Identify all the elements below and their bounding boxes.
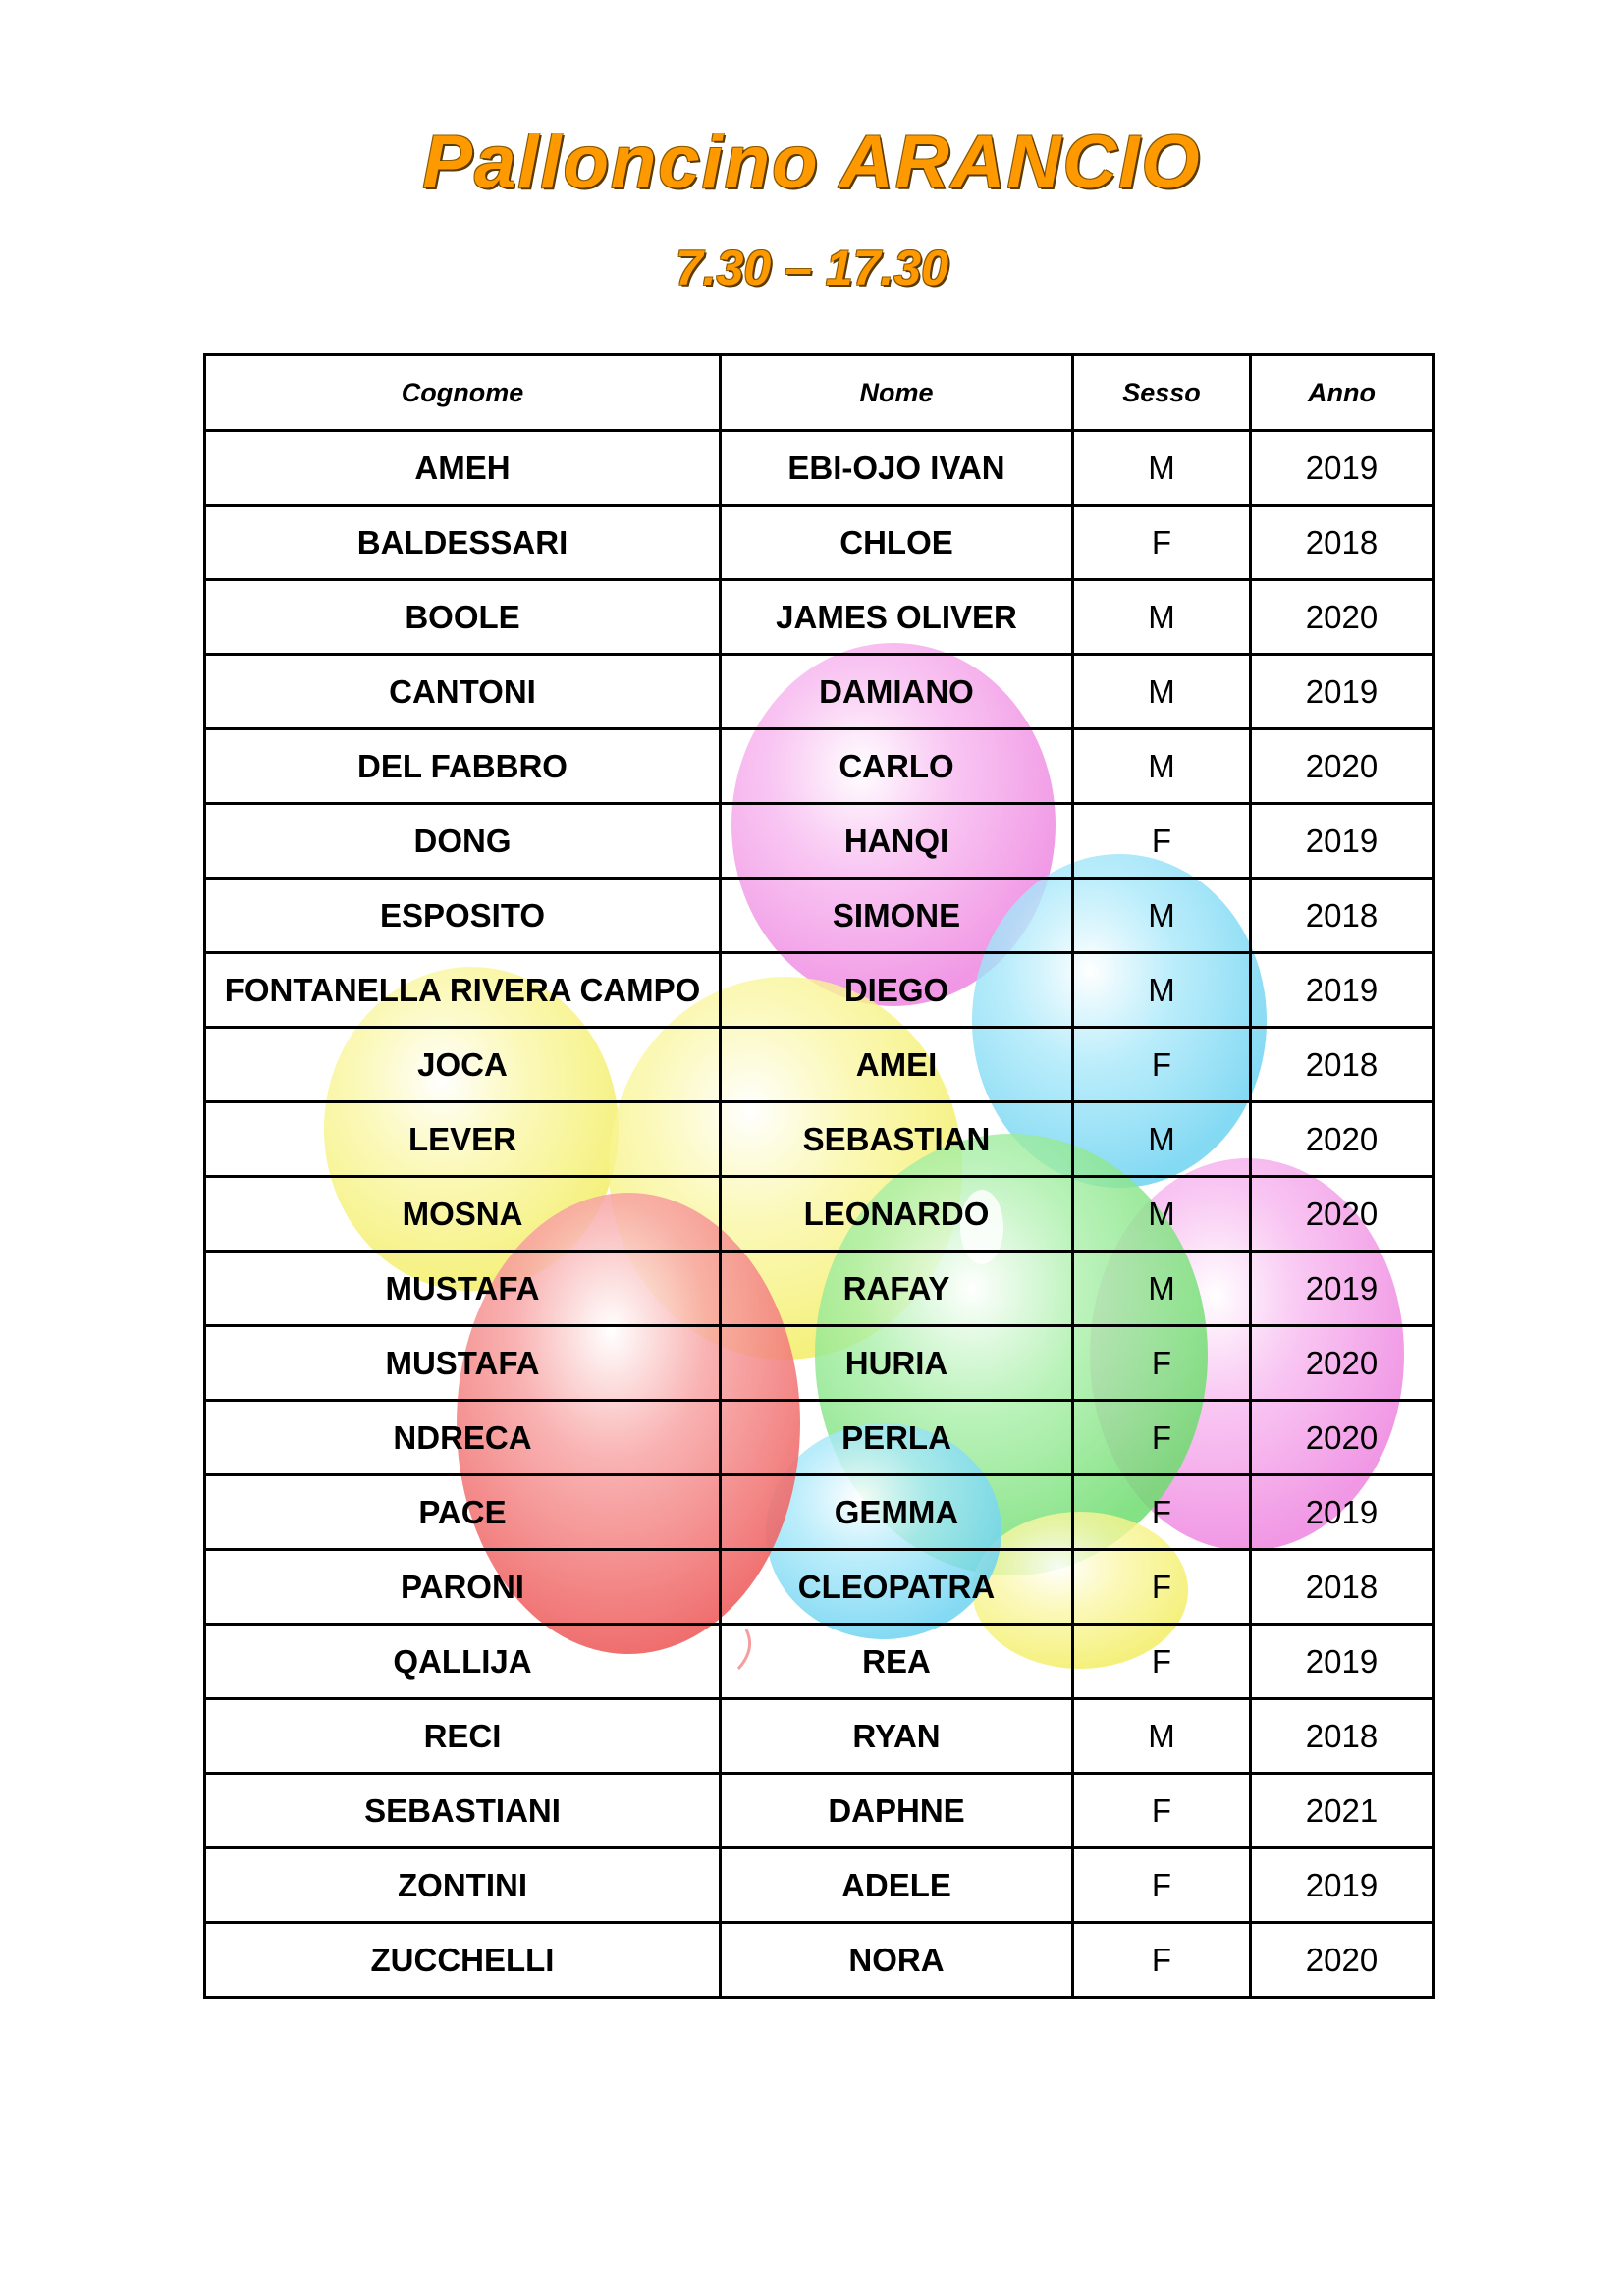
table-row xyxy=(205,506,1434,580)
table-row xyxy=(205,1326,1434,1401)
cell-nome: SEBASTIAN xyxy=(721,1102,1073,1177)
cell-anno: 2020 xyxy=(1251,580,1434,655)
cell-anno: 2020 xyxy=(1251,1401,1434,1475)
cell-anno: 2018 xyxy=(1251,1028,1434,1102)
cell-anno: 2020 xyxy=(1251,1326,1434,1401)
cell-nome: CLEOPATRA xyxy=(721,1550,1073,1625)
cell-anno: 2019 xyxy=(1251,655,1434,729)
cell-cognome: FONTANELLA RIVERA CAMPO xyxy=(205,953,721,1028)
cell-sesso: M xyxy=(1073,1102,1251,1177)
cell-nome: JAMES OLIVER xyxy=(721,580,1073,655)
cell-cognome: DONG xyxy=(205,804,721,879)
cell-sesso: F xyxy=(1073,1475,1251,1550)
cell-sesso: F xyxy=(1073,1774,1251,1848)
cell-anno: 2019 xyxy=(1251,1252,1434,1326)
cell-nome: AMEI xyxy=(721,1028,1073,1102)
cell-cognome: MUSTAFA xyxy=(205,1252,721,1326)
cell-sesso: F xyxy=(1073,1923,1251,1998)
cell-cognome: RECI xyxy=(205,1699,721,1774)
cell-cognome: BALDESSARI xyxy=(205,506,721,580)
cell-sesso: M xyxy=(1073,1252,1251,1326)
cell-cognome: BOOLE xyxy=(205,580,721,655)
cell-cognome: NDRECA xyxy=(205,1401,721,1475)
cell-sesso: M xyxy=(1073,953,1251,1028)
cell-cognome: CANTONI xyxy=(205,655,721,729)
column-header-nome: Nome xyxy=(721,355,1073,431)
cell-cognome: PARONI xyxy=(205,1550,721,1625)
cell-cognome: ESPOSITO xyxy=(205,879,721,953)
cell-anno: 2018 xyxy=(1251,1550,1434,1625)
cell-anno: 2018 xyxy=(1251,1699,1434,1774)
cell-sesso: F xyxy=(1073,804,1251,879)
cell-nome: DAPHNE xyxy=(721,1774,1073,1848)
cell-sesso: M xyxy=(1073,1177,1251,1252)
cell-nome: GEMMA xyxy=(721,1475,1073,1550)
table-row xyxy=(205,1102,1434,1177)
cell-anno: 2021 xyxy=(1251,1774,1434,1848)
cell-cognome: ZUCCHELLI xyxy=(205,1923,721,1998)
table-row xyxy=(205,1625,1434,1699)
cell-nome: DIEGO xyxy=(721,953,1073,1028)
cell-cognome: SEBASTIANI xyxy=(205,1774,721,1848)
cell-cognome: AMEH xyxy=(205,431,721,506)
cell-sesso: F xyxy=(1073,1028,1251,1102)
column-header-cognome: Cognome xyxy=(205,355,721,431)
cell-sesso: M xyxy=(1073,729,1251,804)
cell-sesso: F xyxy=(1073,1625,1251,1699)
cell-anno: 2018 xyxy=(1251,506,1434,580)
cell-anno: 2019 xyxy=(1251,1625,1434,1699)
page-title: Palloncino ARANCIO xyxy=(422,121,1202,204)
cell-nome: HANQI xyxy=(721,804,1073,879)
cell-anno: 2019 xyxy=(1251,1848,1434,1923)
cell-sesso: M xyxy=(1073,1699,1251,1774)
cell-cognome: ZONTINI xyxy=(205,1848,721,1923)
cell-sesso: F xyxy=(1073,1326,1251,1401)
table-row xyxy=(205,1475,1434,1550)
cell-anno: 2019 xyxy=(1251,1475,1434,1550)
cell-nome: RAFAY xyxy=(721,1252,1073,1326)
cell-sesso: M xyxy=(1073,879,1251,953)
table-row xyxy=(205,431,1434,506)
column-header-anno: Anno xyxy=(1251,355,1434,431)
cell-nome: DAMIANO xyxy=(721,655,1073,729)
cell-sesso: M xyxy=(1073,655,1251,729)
table-row xyxy=(205,1923,1434,1998)
table-row xyxy=(205,1028,1434,1102)
cell-sesso: M xyxy=(1073,580,1251,655)
cell-sesso: F xyxy=(1073,1550,1251,1625)
cell-anno: 2019 xyxy=(1251,804,1434,879)
cell-nome: LEONARDO xyxy=(721,1177,1073,1252)
cell-sesso: F xyxy=(1073,506,1251,580)
cell-anno: 2019 xyxy=(1251,953,1434,1028)
table-row xyxy=(205,1177,1434,1252)
table-row xyxy=(205,1550,1434,1625)
cell-cognome: PACE xyxy=(205,1475,721,1550)
cell-nome: HURIA xyxy=(721,1326,1073,1401)
table-row xyxy=(205,1401,1434,1475)
cell-anno: 2020 xyxy=(1251,729,1434,804)
cell-cognome: DEL FABBRO xyxy=(205,729,721,804)
cell-anno: 2020 xyxy=(1251,1102,1434,1177)
cell-nome: REA xyxy=(721,1625,1073,1699)
cell-nome: NORA xyxy=(721,1923,1073,1998)
table-header-row xyxy=(205,355,1434,431)
cell-cognome: QALLIJA xyxy=(205,1625,721,1699)
cell-anno: 2020 xyxy=(1251,1177,1434,1252)
hours-subtitle: 7.30 – 17.30 xyxy=(675,240,949,295)
cell-nome: CHLOE xyxy=(721,506,1073,580)
cell-anno: 2019 xyxy=(1251,431,1434,506)
table-row xyxy=(205,1848,1434,1923)
cell-anno: 2020 xyxy=(1251,1923,1434,1998)
table-row xyxy=(205,729,1434,804)
cell-sesso: M xyxy=(1073,431,1251,506)
cell-nome: RYAN xyxy=(721,1699,1073,1774)
table-row xyxy=(205,879,1434,953)
children-table xyxy=(203,353,1435,1999)
cell-anno: 2018 xyxy=(1251,879,1434,953)
cell-nome: SIMONE xyxy=(721,879,1073,953)
cell-cognome: MUSTAFA xyxy=(205,1326,721,1401)
cell-sesso: F xyxy=(1073,1401,1251,1475)
table-row xyxy=(205,580,1434,655)
table-row xyxy=(205,1699,1434,1774)
table-row xyxy=(205,1252,1434,1326)
table-row xyxy=(205,655,1434,729)
cell-nome: EBI-OJO IVAN xyxy=(721,431,1073,506)
column-header-sesso: Sesso xyxy=(1073,355,1251,431)
cell-nome: PERLA xyxy=(721,1401,1073,1475)
table-row xyxy=(205,1774,1434,1848)
cell-cognome: JOCA xyxy=(205,1028,721,1102)
cell-nome: ADELE xyxy=(721,1848,1073,1923)
cell-sesso: F xyxy=(1073,1848,1251,1923)
table-body xyxy=(205,431,1434,1998)
table-row xyxy=(205,804,1434,879)
cell-cognome: MOSNA xyxy=(205,1177,721,1252)
cell-nome: CARLO xyxy=(721,729,1073,804)
table-row xyxy=(205,953,1434,1028)
cell-cognome: LEVER xyxy=(205,1102,721,1177)
